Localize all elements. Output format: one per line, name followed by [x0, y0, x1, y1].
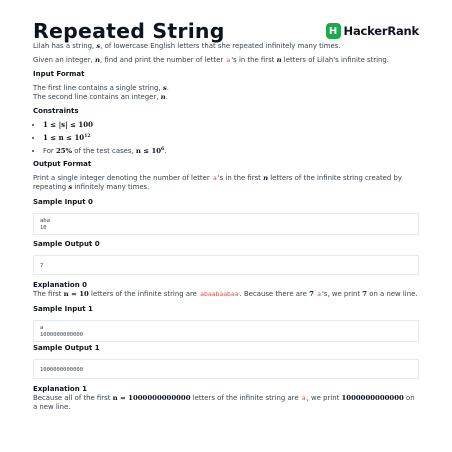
code-line: 1000000000000	[40, 367, 84, 373]
constraint-item: • 1 ≤ |s| ≤ 100	[43, 119, 419, 131]
sample-input-0-heading: Sample Input 0	[33, 198, 93, 206]
explanation-0-heading: Explanation 0	[33, 281, 87, 289]
output-format-heading: Output Format	[33, 160, 92, 168]
sample-output-0-heading: Sample Output 0	[33, 240, 100, 248]
output-format-text: Print a single integer denoting the number of letter a's in the first n letters of the infinite string created by repeating s infinitely many times.	[33, 174, 402, 191]
explanation-1-heading: Explanation 1	[33, 385, 87, 393]
brand-name: HackerRank	[343, 24, 419, 38]
sample-input-1-box[interactable]	[33, 320, 419, 342]
input-format-heading: Input Format	[33, 70, 85, 78]
input-format-line-2: The second line contains an integer, n.	[33, 93, 168, 101]
explanation-1-text: Because all of the first n = 1000000000000 letters of the infinite string are a, we print 1000000000000 on a new line.	[33, 394, 415, 411]
sample-input-1-heading: Sample Input 1	[33, 305, 93, 313]
intro-paragraph-1: Lilah has a string, s, of lowercase English letters that she repeated infinitely many times.	[33, 42, 341, 50]
intro-paragraph-2: Given an integer, n, find and print the number of letter a's in the first n letters of Lilah's infinite string.	[33, 56, 389, 64]
code-line: aba	[40, 218, 50, 224]
sample-input-0-box[interactable]	[33, 213, 419, 235]
code-line: a	[40, 325, 44, 331]
code-line: 1000000000000	[40, 331, 84, 338]
constraint-item: • $1 \le n \le 10^{12}$	[43, 131, 419, 144]
input-format-line-1: The first line contains a single string, s.	[33, 84, 169, 92]
constraint-item: • For 25% of the test cases, $n \le 10^6$.	[43, 144, 419, 157]
hackerrank-logo	[326, 22, 419, 40]
code-line: 7	[40, 263, 44, 269]
constraints-heading: Constraints	[33, 107, 79, 115]
hackerrank-logo-icon: H	[326, 23, 341, 39]
constraints-list	[33, 119, 419, 157]
sample-output-0-box[interactable]	[33, 255, 419, 275]
code-line: 10	[40, 224, 47, 231]
explanation-0-text: The first n = 10 letters of the infinite string are abaabaabaa. Because there are 7 a's, we print 7 on a new line.	[33, 290, 418, 298]
problem-statement	[33, 42, 419, 412]
sample-output-1-box[interactable]	[33, 359, 419, 379]
sample-output-1-heading: Sample Output 1	[33, 344, 100, 352]
page-title: Repeated String	[33, 19, 225, 43]
